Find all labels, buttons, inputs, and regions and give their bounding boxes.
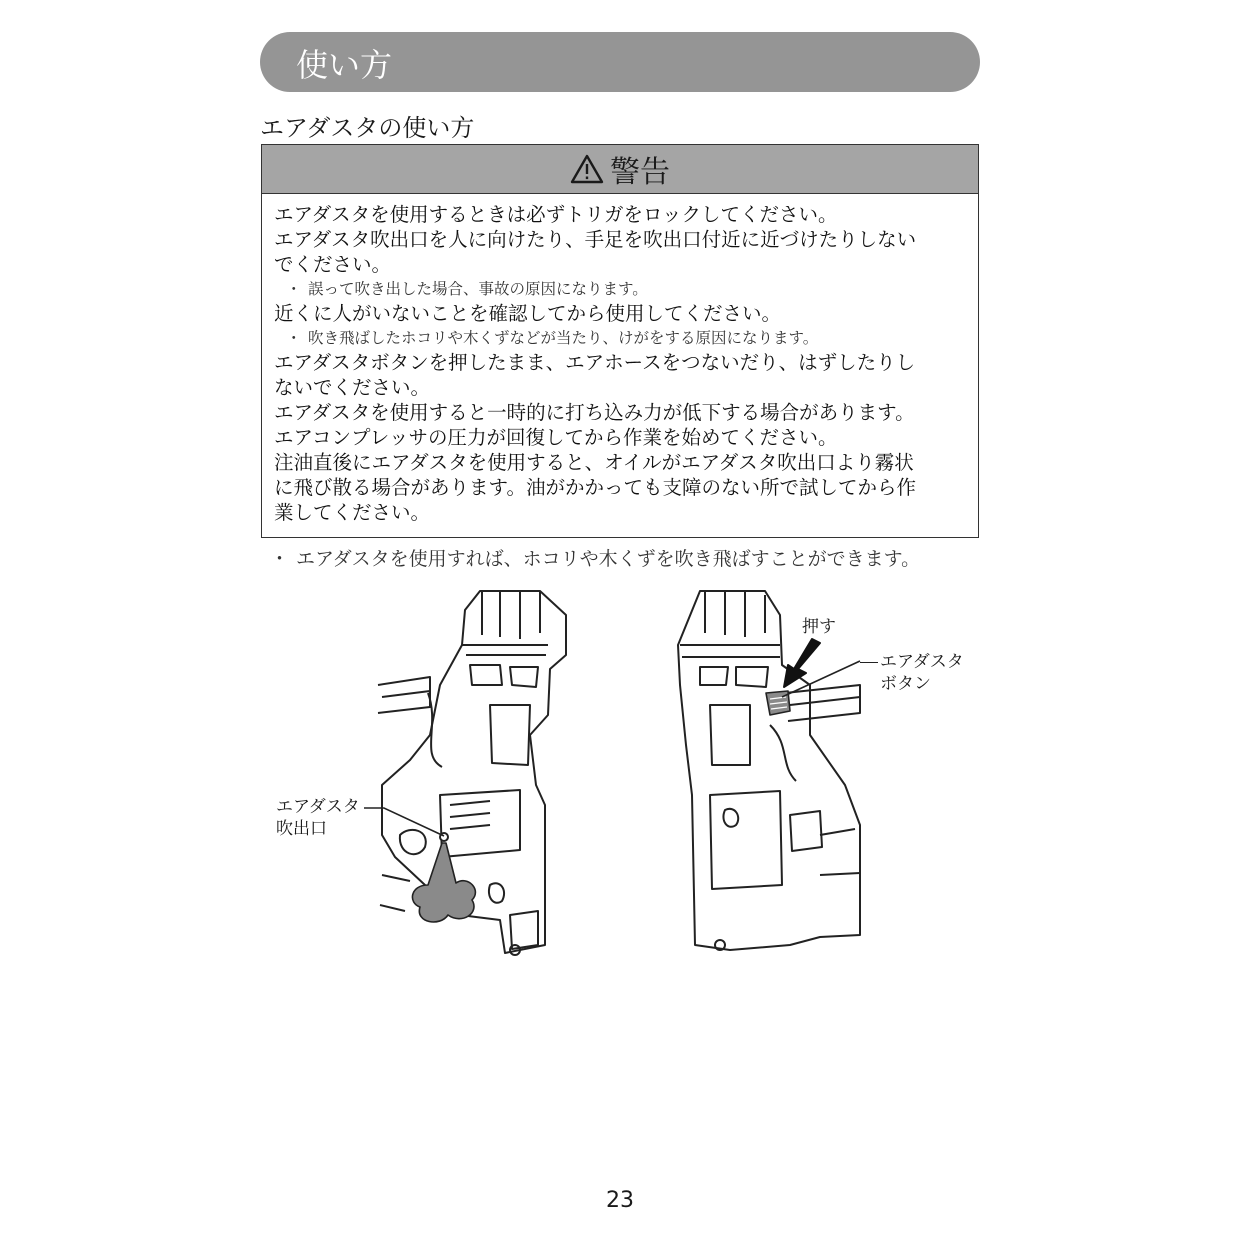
page-number: 23: [606, 1188, 634, 1213]
subheading: エアダスタの使い方: [260, 114, 475, 142]
warning-header: [262, 145, 978, 194]
usage-note: [270, 544, 920, 571]
warning-note-text: 誤って吹き出した場合、事故の原因になります。: [308, 280, 648, 298]
nailer-button-illustration: [670, 585, 870, 965]
outlet-label-leader: [362, 800, 446, 840]
warning-note-text: 吹き飛ばしたホコリや木くずなどが当たり、けがをする原因になります。: [308, 329, 819, 347]
button-label-line1: エアダスタ: [880, 652, 964, 672]
warning-note: [274, 277, 968, 301]
warning-title: 警告: [610, 155, 670, 190]
warning-line: に飛び散る場合があります。油がかかっても支障のない所で試してから作: [274, 476, 916, 499]
usage-note-text: エアダスタを使用すれば、ホコリや木くずを吹き飛ばすことができます。: [296, 548, 921, 570]
warning-line: ないでください。: [274, 376, 431, 399]
warning-note: [274, 326, 968, 350]
button-label-line2: ボタン: [880, 674, 931, 694]
warning-line: エアダスタボタンを押したまま、エアホースをつないだり、はずしたりし: [274, 351, 916, 374]
warning-line: エアダスタ吹出口を人に向けたり、手足を吹出口付近に近づけたりしない: [274, 228, 917, 251]
warning-line: 業してください。: [274, 501, 431, 524]
warning-triangle-icon: [570, 154, 604, 184]
bullet: ・: [286, 329, 302, 347]
outlet-label-line1: エアダスタ: [276, 797, 360, 817]
push-label: 押す: [802, 617, 836, 637]
warning-line: エアコンプレッサの圧力が回復してから作業を始めてください。: [274, 426, 838, 449]
warning-line: 注油直後にエアダスタを使用すると、オイルがエアダスタ吹出口より霧状: [274, 451, 914, 474]
warning-body: [262, 194, 978, 525]
warning-line: でください。: [274, 253, 392, 276]
warning-line: エアダスタを使用すると一時的に打ち込み力が低下する場合があります。: [274, 401, 915, 424]
nailer-outlet-illustration: [370, 585, 570, 965]
bullet: ・: [270, 548, 290, 570]
warning-line: エアダスタを使用するときは必ずトリガをロックしてください。: [274, 203, 838, 226]
warning-box: [261, 144, 979, 538]
button-label-leader: [860, 662, 878, 663]
section-title: 使い方: [296, 46, 393, 84]
warning-line: 近くに人がいないことを確認してから使用してください。: [274, 302, 782, 325]
section-header: [260, 32, 980, 92]
bullet: ・: [286, 280, 302, 298]
outlet-label-line2: 吹出口: [276, 819, 327, 839]
